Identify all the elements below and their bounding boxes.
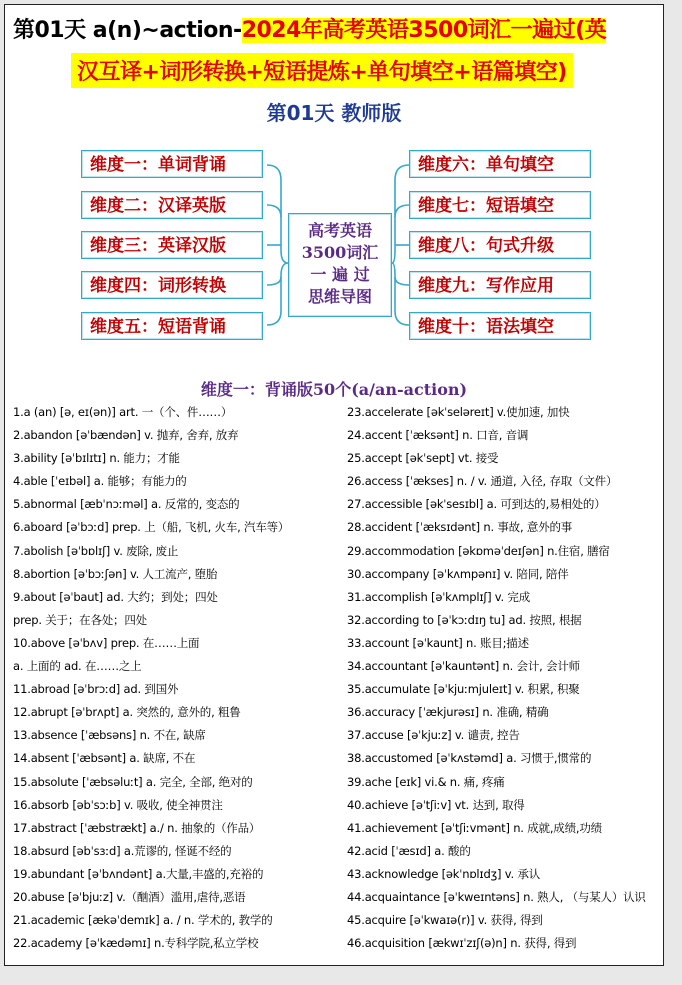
vocab-entry: prep. 关于；在各处；四处 <box>13 612 147 627</box>
vocab-entry: 18.absurd [əbˈsɜːd] a.荒谬的, 怪诞不经的 <box>13 843 232 858</box>
vocab-entry: 28.accident [ˈæksɪdənt] n. 事故, 意外的事 <box>347 520 573 535</box>
mindmap-dimension-10: 维度十：语法填空 <box>409 312 591 340</box>
vocab-entry: 45.acquire [əˈkwaɪə(r)] v. 获得, 得到 <box>347 913 543 928</box>
mindmap-dimension-4: 维度四：词形转换 <box>81 271 263 299</box>
vocab-entry: 23.accelerate [əkˈseləreɪt] v.使加速, 加快 <box>347 405 570 419</box>
mindmap-center-line: 思维导图 <box>307 287 372 306</box>
vocab-entry: 13.absence [ˈæbsəns] n. 不在, 缺席 <box>13 728 206 743</box>
vocab-entry: 39.ache [eɪk] vi.& n. 痛, 疼痛 <box>347 774 505 789</box>
vocab-entry: 10.above [əˈbʌv] prep. 在……上面 <box>13 635 200 650</box>
mindmap-center-line: 3500词汇 <box>301 243 379 262</box>
mindmap-dimension-8: 维度八：句式升级 <box>409 231 591 259</box>
vocab-entry: 4.able [ˈeɪbəl] a. 能够；有能力的 <box>13 474 187 489</box>
document-page <box>4 4 664 966</box>
vocab-entry: 34.accountant [əˈkauntənt] n. 会计, 会计师 <box>347 659 580 674</box>
vocab-list-left <box>13 401 338 955</box>
vocab-entry: 35.accumulate [əˈkjuːmjuleɪt] v. 积累, 积聚 <box>347 682 580 697</box>
vocab-entry: 2.abandon [əˈbændən] v. 抛弃, 舍弃, 放弃 <box>13 428 239 443</box>
vocab-entry: 20.abuse [əˈbjuːz] v.（酗酒）滥用,虐待,恶语 <box>13 889 246 904</box>
vocab-entry: 25.accept [əkˈsept] vt. 接受 <box>347 451 499 466</box>
vocab-entry: 19.abundant [əˈbʌndənt] a.大量,丰盛的,充裕的 <box>13 866 264 881</box>
mindmap-center <box>288 213 392 317</box>
vocab-entry: 9.about [əˈbaut] ad. 大约；到处；四处 <box>13 589 218 604</box>
vocab-entry: 32.according to [əˈkɔːdɪŋ tu] ad. 按照, 根据 <box>347 612 582 627</box>
vocab-entry: 30.accompany [əˈkʌmpənɪ] v. 陪同, 陪伴 <box>347 566 569 581</box>
vocab-entry: 6.aboard [əˈbɔːd] prep. 上（船, 飞机, 火车, 汽车等） <box>13 520 290 535</box>
mindmap-dimension-9: 维度九：写作应用 <box>409 271 591 299</box>
vocab-entry: 1.a (an) [ə, eɪ(ən)] art. 一（个、件……） <box>13 405 233 419</box>
vocab-entry: 15.absolute [ˈæbsəluːt] a. 完全, 全部, 绝对的 <box>13 774 253 789</box>
document-title-continued: 汉互译+词形转换+短语提炼+单句填空+语篇填空) <box>71 53 573 88</box>
vocab-entry: 8.abortion [əˈbɔːʃən] v. 人工流产, 堕胎 <box>13 566 218 581</box>
vocab-entry: a. 上面的 ad. 在……之上 <box>13 659 142 674</box>
vocab-entry: 29.accommodation [əkɒməˈdeɪʃən] n.住宿, 膳宿 <box>347 543 610 558</box>
mindmap-dimension-3: 维度三：英译汉版 <box>81 231 263 259</box>
vocab-entry: 36.accuracy [ˈækjurəsɪ] n. 准确, 精确 <box>347 705 549 720</box>
mindmap-dimension-6: 维度六：单句填空 <box>409 150 591 178</box>
vocab-entry: 40.achieve [əˈtʃiːv] vt. 达到, 取得 <box>347 797 525 812</box>
vocab-entry: 44.acquaintance [əˈkweɪntəns] n. 熟人, （与某人）认识 <box>347 889 646 904</box>
vocab-entry: 43.acknowledge [əkˈnɒlɪdʒ] v. 承认 <box>347 866 540 881</box>
mindmap-center-line: 高考英语 <box>307 221 372 240</box>
document-subtitle: 第01天 教师版 <box>266 101 402 125</box>
title-prefix: 第01天 a(n)~action- <box>13 18 242 43</box>
vocab-entry: 12.abrupt [əˈbrʌpt] a. 突然的, 意外的, 粗鲁 <box>13 705 241 720</box>
vocab-entry: 5.abnormal [æbˈnɔːməl] a. 反常的, 变态的 <box>13 497 240 512</box>
title-highlight: 2024年高考英语3500词汇一遍过(英 <box>241 18 607 43</box>
vocab-entry: 41.achievement [əˈtʃiːvmənt] n. 成就,成绩,功绩 <box>347 820 602 835</box>
vocab-entry: 21.academic [ækəˈdemɪk] a. / n. 学术的, 教学的 <box>13 913 273 928</box>
vocab-entry: 24.accent [ˈæksənt] n. 口音, 音调 <box>347 428 529 443</box>
vocab-list-right <box>347 401 662 955</box>
vocab-entry: 7.abolish [əˈbɒlɪʃ] v. 废除, 废止 <box>13 543 179 558</box>
vocab-entry: 31.accomplish [əˈkʌmplɪʃ] v. 完成 <box>347 589 531 604</box>
vocab-entry: 16.absorb [əbˈsɔːb] v. 吸收, 使全神贯注 <box>13 797 223 812</box>
vocab-entry: 37.accuse [əˈkjuːz] v. 谴责, 控告 <box>347 728 520 743</box>
vocab-entry: 42.acid [ˈæsɪd] a. 酸的 <box>347 843 471 858</box>
vocab-entry: 22.academy [əˈkædəmɪ] n.专科学院,私立学校 <box>13 936 259 951</box>
vocab-entry: 46.acquisition [ækwɪˈzɪʃ(ə)n] n. 获得, 得到 <box>347 936 577 951</box>
mindmap-dimension-5: 维度五：短语背诵 <box>81 312 263 340</box>
vocab-entry: 38.accustomed [əˈkʌstəmd] a. 习惯于,惯常的 <box>347 751 592 766</box>
vocab-entry: 17.abstract [ˈæbstrækt] a./ n. 抽象的（作品） <box>13 820 261 835</box>
mindmap-center-line: 一 遍 过 <box>310 265 370 284</box>
vocab-entry: 14.absent [ˈæbsənt] a. 缺席, 不在 <box>13 751 196 766</box>
mindmap-dimension-7: 维度七：短语填空 <box>409 191 591 219</box>
vocab-entry: 27.accessible [əkˈsesɪbl] a. 可到达的,易相处的） <box>347 497 606 512</box>
vocab-entry: 33.account [əˈkaunt] n. 账目;描述 <box>347 635 529 650</box>
vocab-entry: 11.abroad [əˈbrɔːd] ad. 到国外 <box>13 682 179 697</box>
vocab-entry: 26.access [ˈækses] n. / v. 通道, 入径, 存取（文件） <box>347 474 618 489</box>
vocab-entry: 3.ability [əˈbɪlɪtɪ] n. 能力；才能 <box>13 451 180 466</box>
mindmap-dimension-1: 维度一：单词背诵 <box>81 150 263 178</box>
section-title: 维度一：背诵版50个(a/an-action) <box>200 380 468 399</box>
mindmap-dimension-2: 维度二：汉译英版 <box>81 191 263 219</box>
